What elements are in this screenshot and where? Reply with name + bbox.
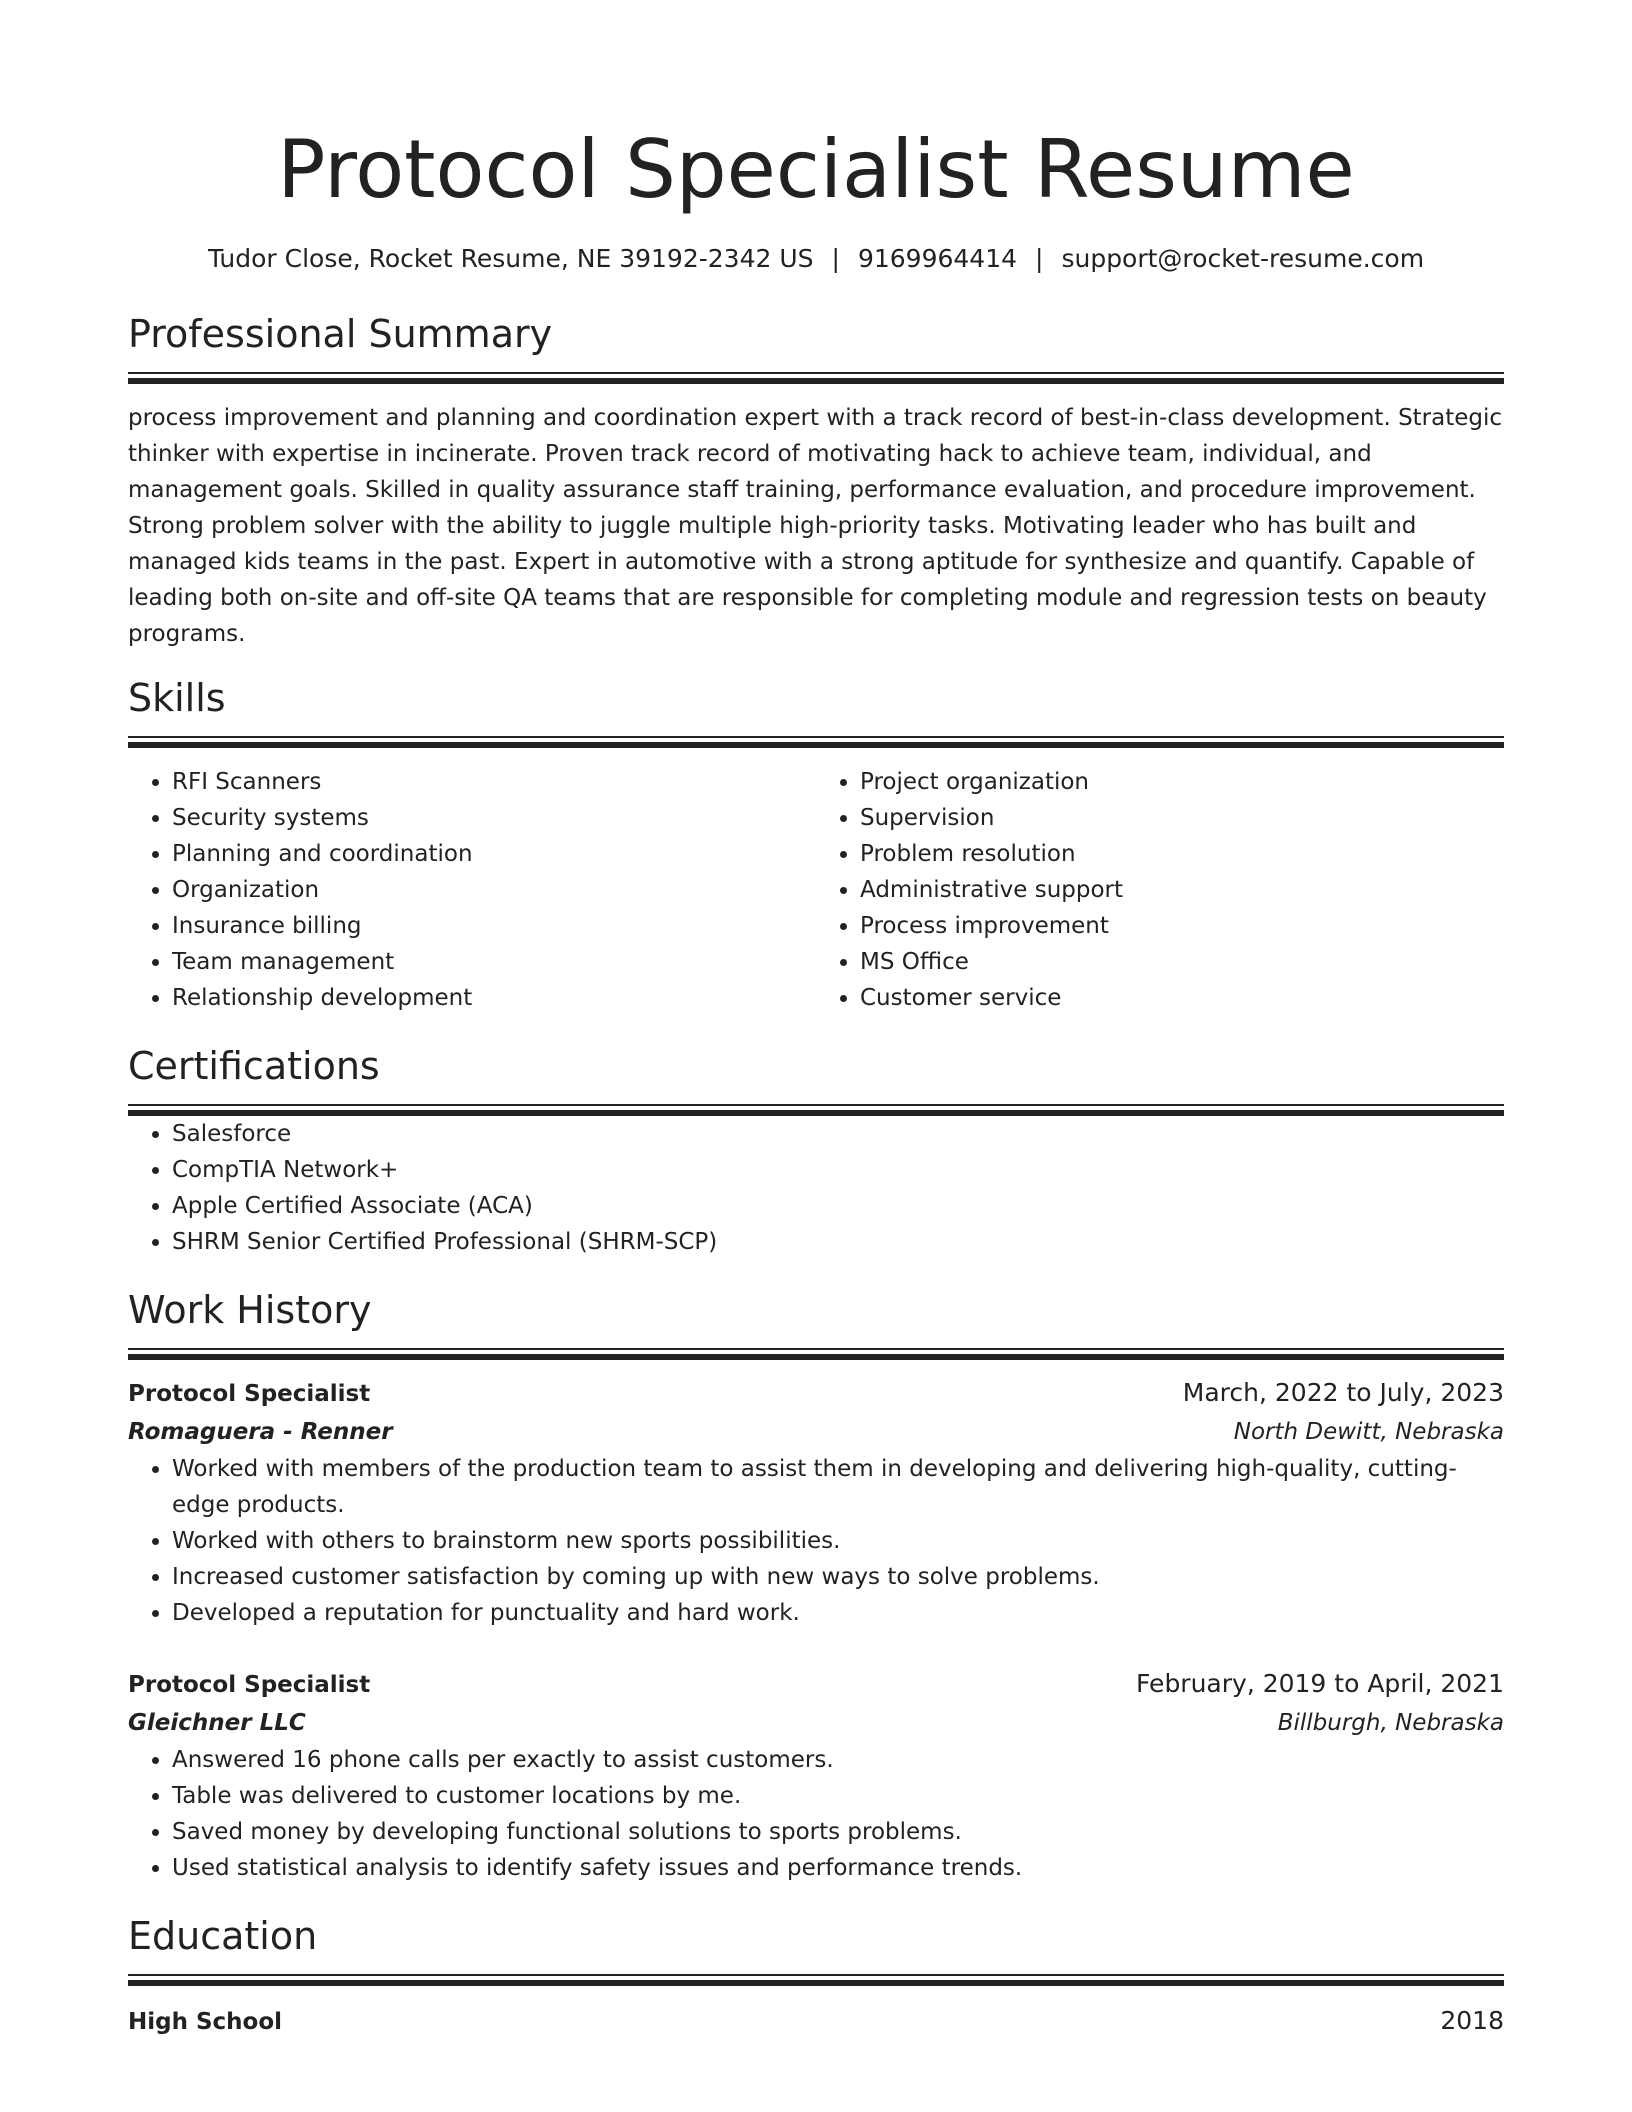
job-company: Gleichner LLC bbox=[128, 1710, 306, 1736]
job-subheader bbox=[128, 1413, 1504, 1451]
job-subheader bbox=[128, 1704, 1504, 1742]
certification-item: • Salesforce bbox=[172, 1116, 1504, 1152]
education-year: 2018 bbox=[1440, 2006, 1504, 2035]
job-bullets bbox=[128, 1451, 1504, 1631]
job-entry bbox=[128, 1665, 1504, 1886]
skill-item: • Administrative support bbox=[860, 872, 1504, 908]
certifications-section bbox=[128, 1042, 1504, 1260]
job-bullet: • Answered 16 phone calls per exactly to assist customers. bbox=[172, 1742, 1504, 1778]
skills-column-left bbox=[128, 764, 816, 1016]
job-bullet: • Developed a reputation for punctuality and hard work. bbox=[172, 1595, 1504, 1631]
skill-item: • Problem resolution bbox=[860, 836, 1504, 872]
skill-item: • Security systems bbox=[172, 800, 816, 836]
skill-item: • Process improvement bbox=[860, 908, 1504, 944]
job-bullet: • Increased customer satisfaction by coming up with new ways to solve problems. bbox=[172, 1559, 1504, 1595]
contact-address: Tudor Close, Rocket Resume, NE 39192-2342 US bbox=[207, 244, 814, 273]
contact-line bbox=[128, 242, 1504, 276]
contact-email: support@rocket-resume.com bbox=[1061, 244, 1425, 273]
section-divider bbox=[128, 1104, 1504, 1116]
work-history-heading: Work History bbox=[128, 1288, 372, 1332]
certifications-heading: Certifications bbox=[128, 1044, 380, 1088]
job-header bbox=[128, 1374, 1504, 1413]
certification-item: • SHRM Senior Certified Professional (SHRM-SCP) bbox=[172, 1224, 1504, 1260]
section-divider bbox=[128, 372, 1504, 384]
skill-item: • Customer service bbox=[860, 980, 1504, 1016]
job-header bbox=[128, 1665, 1504, 1704]
skills-section bbox=[128, 674, 1504, 1016]
education-heading: Education bbox=[128, 1914, 318, 1958]
section-divider bbox=[128, 736, 1504, 748]
job-bullet: • Saved money by developing functional solutions to sports problems. bbox=[172, 1814, 1504, 1850]
education-entry bbox=[128, 2002, 1504, 2041]
summary-section bbox=[128, 310, 1504, 652]
skills-columns bbox=[128, 764, 1504, 1016]
job-title: Protocol Specialist bbox=[128, 1381, 371, 1407]
job-dates: March, 2022 to July, 2023 bbox=[1182, 1378, 1504, 1407]
skill-item: • MS Office bbox=[860, 944, 1504, 980]
education-section bbox=[128, 1912, 1504, 2041]
job-title: Protocol Specialist bbox=[128, 1672, 371, 1698]
job-entry bbox=[128, 1374, 1504, 1631]
education-degree: High School bbox=[128, 2009, 283, 2035]
skill-item: • Organization bbox=[172, 872, 816, 908]
job-bullet: • Table was delivered to customer locations by me. bbox=[172, 1778, 1504, 1814]
skill-item: • Insurance billing bbox=[172, 908, 816, 944]
job-bullet: • Worked with others to brainstorm new sports possibilities. bbox=[172, 1523, 1504, 1559]
work-history-section bbox=[128, 1286, 1504, 1886]
resume-title: Protocol Specialist Resume bbox=[277, 123, 1355, 216]
contact-phone: 9169964414 bbox=[857, 244, 1018, 273]
section-divider bbox=[128, 1974, 1504, 1986]
job-bullet: • Used statistical analysis to identify safety issues and performance trends. bbox=[172, 1850, 1504, 1886]
skills-list-right bbox=[816, 764, 1504, 1016]
skills-heading: Skills bbox=[128, 676, 226, 720]
section-divider bbox=[128, 1348, 1504, 1360]
job-company: Romaguera - Renner bbox=[128, 1419, 393, 1445]
contact-separator: | bbox=[831, 244, 840, 273]
summary-text: process improvement and planning and coordination expert with a track record of best-in-class development. Strategic thinker with expertise in incinerate. Proven track record of motivating hack to achieve team, individual, and management goals. Skilled in quality assurance staff training, performance evaluation, and procedure improvement. Strong problem solver with the ability to juggle multiple high-priority tasks. Motivating leader who has built and managed kids teams in the past. Expert in automotive with a strong aptitude for synthesize and quantify. Capable of leading both on-site and off-site QA teams that are responsible for completing module and regression tests on beauty programs. bbox=[128, 405, 1503, 647]
skill-item: • Supervision bbox=[860, 800, 1504, 836]
skill-item: • RFI Scanners bbox=[172, 764, 816, 800]
certifications-list bbox=[128, 1116, 1504, 1260]
job-bullets bbox=[128, 1742, 1504, 1886]
certification-item: • CompTIA Network+ bbox=[172, 1152, 1504, 1188]
skills-list-left bbox=[128, 764, 816, 1016]
job-location: Billburgh, Nebraska bbox=[1277, 1710, 1504, 1736]
summary-heading: Professional Summary bbox=[128, 312, 553, 356]
skill-item: • Relationship development bbox=[172, 980, 816, 1016]
skill-item: • Project organization bbox=[860, 764, 1504, 800]
job-bullet: • Worked with members of the production team to assist them in developing and delivering high-quality, cutting-edge products. bbox=[172, 1451, 1504, 1523]
job-dates: February, 2019 to April, 2021 bbox=[1136, 1669, 1504, 1698]
skill-item: • Team management bbox=[172, 944, 816, 980]
skills-column-right bbox=[816, 764, 1504, 1016]
job-location: North Dewitt, Nebraska bbox=[1233, 1419, 1504, 1445]
skill-item: • Planning and coordination bbox=[172, 836, 816, 872]
contact-separator: | bbox=[1035, 244, 1044, 273]
certification-item: • Apple Certified Associate (ACA) bbox=[172, 1188, 1504, 1224]
